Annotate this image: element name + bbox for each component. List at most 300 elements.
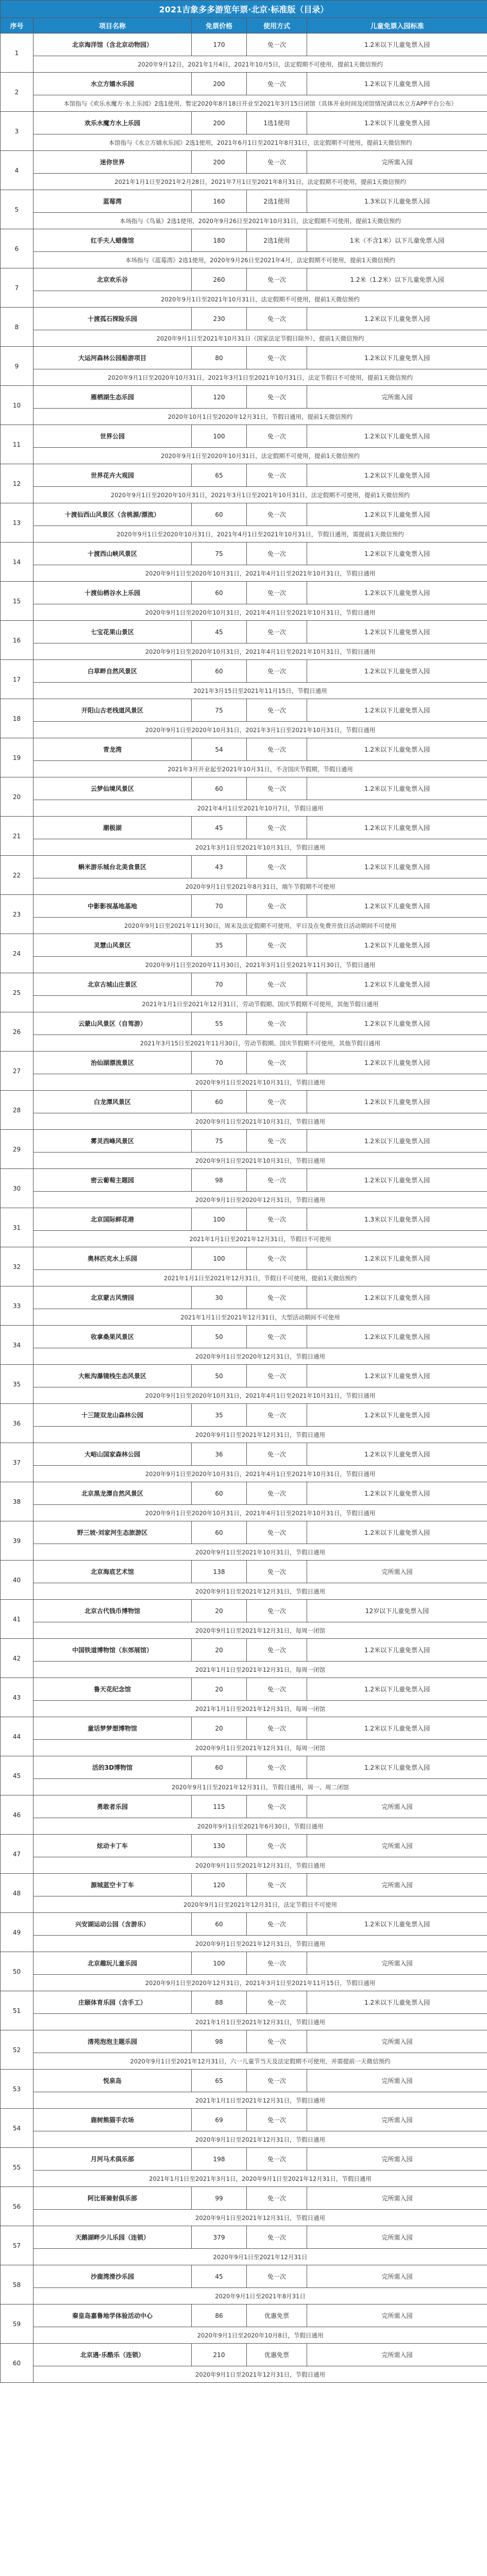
free-ticket-price: 75 (192, 699, 247, 722)
free-ticket-price: 20 (192, 1600, 247, 1622)
child-free-standard: 1.2米以下儿童免票入园 (307, 856, 487, 878)
table-row-note (1, 565, 487, 582)
usage-note: 2020年9月1日至2021年12月31日，节假日通用 (33, 1936, 487, 1952)
row-number: 14 (1, 543, 33, 582)
table-row (1, 1717, 487, 1740)
child-free-standard: 完所需入园 (307, 151, 487, 174)
free-ticket-price: 20 (192, 1717, 247, 1740)
usage-note: 2020年9月1日至2020年10月31日，2021年4月1日至2021年10月31日，节假日通用 (33, 604, 487, 621)
free-ticket-price: 50 (192, 1326, 247, 1348)
row-number: 10 (1, 386, 33, 425)
table-row-note (1, 1975, 487, 1991)
attraction-name: 收拿桑果风景区 (33, 1326, 192, 1348)
table-row-note (1, 369, 487, 386)
table-row-note (1, 487, 487, 503)
usage-method: 免一次 (247, 1012, 307, 1035)
usage-note: 2020年9月1日至2021年12月31日，节假日通用，周一、周二闭馆 (33, 1779, 487, 1795)
usage-method: 免一次 (247, 386, 307, 409)
usage-method: 免一次 (247, 1208, 307, 1231)
usage-note: 2020年9月1日至2020年12月31日，节假日通用 (33, 1348, 487, 1365)
row-number: 20 (1, 777, 33, 817)
table-row-note (1, 1309, 487, 1326)
usage-note: 2021年1月1日至2021年2月28日，2021年7月1日至2021年8月31日，法定假期不可使用，提前1天微信预约 (33, 174, 487, 190)
table-row (1, 425, 487, 448)
child-free-standard: 1.2米以下儿童免票入园 (307, 621, 487, 643)
row-number: 53 (1, 2070, 33, 2109)
usage-method: 免一次 (247, 2187, 307, 2210)
free-ticket-price: 100 (192, 1208, 247, 1231)
table-row (1, 660, 487, 683)
free-ticket-price: 98 (192, 2030, 247, 2053)
table-row-note (1, 409, 487, 425)
attraction-name: 灵慧山风景区 (33, 934, 192, 957)
usage-method: 免一次 (247, 268, 307, 291)
attraction-name: 七宝花果山景区 (33, 621, 192, 643)
child-free-standard: 1.2米以下儿童免票入园 (307, 73, 487, 95)
table-row-note (1, 526, 487, 543)
usage-note: 本场指与《蓝莓湾》2选1使用，2020年9月26日至2021年4月，法定假期不可使用，提前1天微信预约 (33, 252, 487, 268)
table-row (1, 1521, 487, 1544)
usage-method: 优惠免票 (247, 2344, 307, 2366)
table-row (1, 151, 487, 174)
child-free-standard: 完所需入园 (307, 1561, 487, 1583)
table-row (1, 1130, 487, 1153)
attraction-name: 炫动卡丁车 (33, 1835, 192, 1857)
row-number: 32 (1, 1247, 33, 1286)
header-row (1, 18, 487, 33)
free-ticket-price: 200 (192, 112, 247, 134)
child-free-standard: 1.2米以下儿童免票入园 (307, 308, 487, 330)
attraction-name: 兴安湖运动公园（含游乐） (33, 1913, 192, 1936)
row-number: 48 (1, 1874, 33, 1913)
usage-method: 免一次 (247, 2265, 307, 2288)
attraction-name: 雁栖湖生态乐园 (33, 386, 192, 409)
child-free-standard: 1米（不含1米）以下儿童免票入园 (307, 229, 487, 252)
attraction-name: 中国铁道博物馆（东郊展馆） (33, 1639, 192, 1662)
row-number: 54 (1, 2109, 33, 2148)
free-ticket-price: 100 (192, 1247, 247, 1270)
attraction-name: 欢乐水魔方水上乐园 (33, 112, 192, 134)
usage-method: 免一次 (247, 1600, 307, 1622)
row-number: 52 (1, 2030, 33, 2070)
usage-note: 2021年3月开业起至2021年10月31日，不含国庆节假期，节假日通用 (33, 761, 487, 777)
table-row-note (1, 1466, 487, 1482)
attraction-name: 悦泉岛 (33, 2070, 192, 2092)
table-row-note (1, 291, 487, 308)
row-number: 51 (1, 1991, 33, 2030)
usage-note: 2020年9月1日至2021年10月31日，法定假期不可使用，提前1天微信预约 (33, 291, 487, 308)
usage-note: 2020年9月1日至2020年10月31日，2021年3月1日至2021年10月31日，节假日通用 (33, 722, 487, 738)
attraction-name: 北京国际鲜花港 (33, 1208, 192, 1231)
usage-method: 1选1使用 (247, 112, 307, 134)
row-number: 23 (1, 895, 33, 934)
table-row-note (1, 1662, 487, 1678)
attraction-name: 奥林匹克水上乐园 (33, 1247, 192, 1270)
usage-method: 免一次 (247, 2109, 307, 2131)
table-row (1, 503, 487, 526)
table-row (1, 1247, 487, 1270)
table-row-note (1, 878, 487, 895)
table-row (1, 268, 487, 291)
free-ticket-price: 120 (192, 1874, 247, 1896)
header-no: 序号 (1, 18, 33, 33)
attraction-name: 北京海底艺术馆 (33, 1561, 192, 1583)
table-row-note (1, 2366, 487, 2383)
free-ticket-price: 65 (192, 464, 247, 487)
child-free-standard: 1.2米（1.2米）以下儿童免票入园 (307, 268, 487, 291)
table-row (1, 347, 487, 369)
table-row-note (1, 2249, 487, 2265)
row-number: 38 (1, 1482, 33, 1521)
attraction-name: 天鹅湖畔少儿乐园（连锁） (33, 2226, 192, 2249)
table-row (1, 2030, 487, 2053)
free-ticket-price: 20 (192, 1678, 247, 1701)
usage-note: 2020年9月12日，2021年1月4日，2021年10月5日，法定假期不可使用，提前1天微信预约 (33, 56, 487, 73)
attraction-name: 十渡仙西山风景区（含桃源/漂流） (33, 503, 192, 526)
table-row (1, 2226, 487, 2249)
usage-method: 免一次 (247, 1130, 307, 1153)
attraction-name: 密云葡萄主题园 (33, 1169, 192, 1192)
row-number: 39 (1, 1521, 33, 1561)
attraction-name: 蝌米游乐城台北美食景区 (33, 856, 192, 878)
usage-note: 2020年9月1日至2020年10月31日，2021年3月1日至2021年10月31日，法定假期不可使用，提前1天微信预约 (33, 487, 487, 503)
child-free-standard: 完所需入园 (307, 1835, 487, 1857)
usage-method: 免一次 (247, 777, 307, 800)
free-ticket-price: 70 (192, 895, 247, 918)
attraction-name: 云梦仙境风景区 (33, 777, 192, 800)
usage-note: 本馆指与《欢乐水魔方·水上乐园》2选1使用，暂定2020年8月18日开业至2021年3月15日闭馆（具体开业时间及闭馆情况请以水立方APP平台公布） (33, 95, 487, 112)
free-ticket-price: 45 (192, 2265, 247, 2288)
attraction-name: 红手夫人蜡像馆 (33, 229, 192, 252)
usage-note: 2020年9月1日至2021年12月31日，六一儿童节当天及法定假期不可使用，并需提前一天微信预约 (33, 2053, 487, 2070)
usage-note: 2020年9月1日至2021年6月30日，节假日通用 (33, 1818, 487, 1835)
child-free-standard: 完所需入园 (307, 2030, 487, 2053)
table-row (1, 934, 487, 957)
usage-note: 2020年9月1日至2020年10月31日，2021年4月1日至2021年10月31日，节假日通用 (33, 1505, 487, 1521)
free-ticket-price: 200 (192, 73, 247, 95)
usage-method: 免一次 (247, 2030, 307, 2053)
table-row-note (1, 1701, 487, 1717)
usage-note: 2021年1月1日至2021年12月31日，节假日通用 (33, 2092, 487, 2109)
free-ticket-price: 55 (192, 1012, 247, 1035)
usage-method: 免一次 (247, 1521, 307, 1544)
attraction-name: 十渡仙栖谷水上乐园 (33, 582, 192, 604)
attraction-name: 白龙潭风景区 (33, 1091, 192, 1113)
free-ticket-price: 75 (192, 1130, 247, 1153)
usage-note: 本场指与《鸟巢》2选1使用，2020年9月26日至2021年10月31日，法定假期不可使用，提前1天微信预约 (33, 213, 487, 229)
free-ticket-price: 50 (192, 1365, 247, 1387)
row-number: 22 (1, 856, 33, 895)
child-free-standard: 1.2米以下儿童免票入园 (307, 1404, 487, 1427)
child-free-standard: 1.2米以下儿童免票入园 (307, 1639, 487, 1662)
table-row (1, 1561, 487, 1583)
attraction-name: 北京欢乐谷 (33, 268, 192, 291)
table-row (1, 895, 487, 918)
table-row (1, 1795, 487, 1818)
table-row-note (1, 2131, 487, 2148)
table-row (1, 73, 487, 95)
usage-method: 免一次 (247, 856, 307, 878)
usage-note: 2020年9月1日至2021年10月31日，节假日通用 (33, 1153, 487, 1169)
child-free-standard: 12岁以下儿童免票入园 (307, 1600, 487, 1622)
title-row (1, 1, 487, 18)
usage-method: 免一次 (247, 973, 307, 996)
table-row-note (1, 213, 487, 229)
table-row-note (1, 1192, 487, 1208)
row-number: 15 (1, 582, 33, 621)
table-row-note (1, 2210, 487, 2226)
free-ticket-price: 35 (192, 934, 247, 957)
row-number: 55 (1, 2148, 33, 2187)
attraction-name: 活的3D博物馆 (33, 1756, 192, 1779)
table-row-note (1, 1153, 487, 1169)
table-row-note (1, 839, 487, 856)
row-number: 60 (1, 2344, 33, 2383)
header-usage: 使用方式 (247, 18, 307, 33)
child-free-standard: 1.2米以下儿童免票入园 (307, 347, 487, 369)
child-free-standard: 完所需入园 (307, 2109, 487, 2131)
usage-method: 免一次 (247, 1717, 307, 1740)
table-row (1, 621, 487, 643)
usage-method: 免一次 (247, 934, 307, 957)
row-number: 36 (1, 1404, 33, 1443)
usage-method: 免一次 (247, 503, 307, 526)
child-free-standard: 1.2米以下儿童免票入园 (307, 1913, 487, 1936)
usage-note: 2021年4月1日至2021年10月7日，节假日通用 (33, 800, 487, 817)
child-free-standard: 完所需入园 (307, 2148, 487, 2171)
usage-method: 免一次 (247, 1835, 307, 1857)
table-row (1, 1600, 487, 1622)
free-ticket-price: 75 (192, 543, 247, 565)
table-row (1, 856, 487, 878)
row-number: 4 (1, 151, 33, 190)
table-row-note (1, 1113, 487, 1130)
table-row-note (1, 95, 487, 112)
row-number: 31 (1, 1208, 33, 1247)
row-number: 7 (1, 268, 33, 308)
attraction-name: 野三坡·刘家河生态旅游区 (33, 1521, 192, 1544)
table-row (1, 2304, 487, 2327)
attraction-name: 月河马术俱乐部 (33, 2148, 192, 2171)
free-ticket-price: 60 (192, 1482, 247, 1505)
free-ticket-price: 120 (192, 386, 247, 409)
usage-method: 2选1使用 (247, 190, 307, 213)
usage-note: 2020年9月1日至2020年10月31日，2021年4月1日至2021年10月31日，节假日通用 (33, 565, 487, 582)
free-ticket-price: 130 (192, 1835, 247, 1857)
free-ticket-price: 99 (192, 2187, 247, 2210)
attraction-name: 十渡西山峡风景区 (33, 543, 192, 565)
free-ticket-price: 230 (192, 308, 247, 330)
attraction-name: 勇敢者乐园 (33, 1795, 192, 1818)
free-ticket-price: 20 (192, 1639, 247, 1662)
child-free-standard: 完所需入园 (307, 1952, 487, 1975)
free-ticket-price: 60 (192, 777, 247, 800)
table-row-note (1, 1857, 487, 1874)
table-row (1, 1208, 487, 1231)
header-child: 儿童免票入园标准 (307, 18, 487, 33)
free-ticket-price: 70 (192, 1052, 247, 1074)
usage-note: 2020年9月1日至2021年12月31日，节假日通用 (33, 2131, 487, 2148)
table-row-note (1, 683, 487, 699)
free-ticket-price: 198 (192, 2148, 247, 2171)
usage-method: 免一次 (247, 1091, 307, 1113)
usage-method: 免一次 (247, 1678, 307, 1701)
usage-note: 2021年1月1日至2021年12月31日，大型活动期间不可使用 (33, 1309, 487, 1326)
usage-method: 免一次 (247, 1365, 307, 1387)
table-row (1, 582, 487, 604)
usage-method: 免一次 (247, 347, 307, 369)
free-ticket-price: 98 (192, 1169, 247, 1192)
free-ticket-price: 379 (192, 2226, 247, 2249)
usage-note: 2020年9月1日至2021年12月31日，每周一闭馆 (33, 1622, 487, 1639)
table-row (1, 1639, 487, 1662)
usage-method: 免一次 (247, 151, 307, 174)
free-ticket-price: 180 (192, 229, 247, 252)
child-free-standard: 1.2米以下儿童免票入园 (307, 660, 487, 683)
child-free-standard: 1.2米以下儿童免票入园 (307, 699, 487, 722)
table-row (1, 2148, 487, 2171)
usage-note: 2021年3月15日至2021年11月15日，节假日通用 (33, 683, 487, 699)
child-free-standard: 完所需入园 (307, 386, 487, 409)
child-free-standard: 1.2米以下儿童免票入园 (307, 934, 487, 957)
attraction-name: 潮极湖 (33, 817, 192, 839)
row-number: 1 (1, 33, 33, 73)
usage-method: 免一次 (247, 738, 307, 761)
child-free-standard: 1.2米以下儿童免票入园 (307, 503, 487, 526)
free-ticket-price: 200 (192, 151, 247, 174)
table-row (1, 2187, 487, 2210)
child-free-standard: 1.2米以下儿童免票入园 (307, 1678, 487, 1701)
usage-method: 免一次 (247, 1952, 307, 1975)
table-row (1, 738, 487, 761)
table-row (1, 308, 487, 330)
attraction-name: 云蒙山风景区（自驾游） (33, 1012, 192, 1035)
child-free-standard: 1.2米以下儿童免票入园 (307, 112, 487, 134)
usage-note: 2020年9月1日至2020年10月31日，2021年4月1日至2021年10月31日，节假日通用 (33, 643, 487, 660)
usage-method: 免一次 (247, 1247, 307, 1270)
table-row-note (1, 1035, 487, 1052)
table-row-note (1, 761, 487, 777)
free-ticket-price: 100 (192, 1952, 247, 1975)
table-row (1, 1091, 487, 1113)
free-ticket-price: 60 (192, 660, 247, 683)
usage-method: 免一次 (247, 582, 307, 604)
row-number: 19 (1, 738, 33, 777)
row-number: 8 (1, 308, 33, 347)
usage-method: 免一次 (247, 543, 307, 565)
table-row (1, 464, 487, 487)
table-row-note (1, 643, 487, 660)
table-row-note (1, 1505, 487, 1521)
table-row (1, 33, 487, 56)
usage-method: 免一次 (247, 464, 307, 487)
attraction-name: 北京遇·乐酷乐（连锁） (33, 2344, 192, 2366)
attraction-name: 秦皇岛嘉鲁地学体验活动中心 (33, 2304, 192, 2327)
header-price: 免票价格 (192, 18, 247, 33)
usage-note: 2021年1月1日至2021年12月31日，节假日不可使用，提前1天微信预约 (33, 1270, 487, 1286)
usage-note: 2021年1月1日至2021年12月31日，每周一闭馆 (33, 1701, 487, 1717)
table-row-note (1, 134, 487, 151)
usage-method: 免一次 (247, 1286, 307, 1309)
row-number: 43 (1, 1678, 33, 1717)
table-row-note (1, 448, 487, 464)
usage-note: 本馆指与《水立方嬉水乐园》2选1使用，2021年6月1日至2021年8月31日，法定假期不可使用，提前1天微信预约 (33, 134, 487, 151)
usage-note: 2020年9月1日至2021年12月31日，节假日通用 (33, 2366, 487, 2383)
table-row (1, 2344, 487, 2366)
free-ticket-price: 45 (192, 817, 247, 839)
table-row (1, 1286, 487, 1309)
usage-note: 2021年1月1日至2021年12月31日，每周一闭馆 (33, 1662, 487, 1678)
table-row-note (1, 957, 487, 973)
free-ticket-price: 70 (192, 973, 247, 996)
usage-note: 2021年3月1日至2021年10月31日，节假日通用 (33, 839, 487, 856)
child-free-standard: 1.2米以下儿童免票入园 (307, 1286, 487, 1309)
child-free-standard: 完所需入园 (307, 2344, 487, 2366)
child-free-standard: 1.3米以下儿童免票入园 (307, 190, 487, 213)
table-row-note (1, 1740, 487, 1756)
row-number: 6 (1, 229, 33, 268)
child-free-standard: 完所需入园 (307, 2070, 487, 2092)
attraction-name: 北京黑龙潭自然风景区 (33, 1482, 192, 1505)
row-number: 24 (1, 934, 33, 973)
row-number: 30 (1, 1169, 33, 1208)
row-number: 47 (1, 1835, 33, 1874)
table-row-note (1, 1936, 487, 1952)
child-free-standard: 完所需入园 (307, 2187, 487, 2210)
table-row (1, 2265, 487, 2288)
usage-note: 2020年9月1日至2021年10月31日（国家法定节假日除外），提前1天微信预约 (33, 330, 487, 347)
usage-method: 免一次 (247, 1991, 307, 2014)
table-row-note (1, 56, 487, 73)
usage-note: 2020年9月1日至2021年12月31日 (33, 2249, 487, 2265)
row-number: 40 (1, 1561, 33, 1600)
free-ticket-price: 115 (192, 1795, 247, 1818)
table-row (1, 1913, 487, 1936)
free-ticket-price: 260 (192, 268, 247, 291)
attraction-name: 治仙湖漂流景区 (33, 1052, 192, 1074)
row-number: 37 (1, 1443, 33, 1482)
child-free-standard: 1.2米以下儿童免票入园 (307, 1443, 487, 1466)
usage-method: 免一次 (247, 1052, 307, 1074)
usage-note: 2021年1月1日至2021年3月1日，2020年9月1日至2021年12月31日，节假日通用 (33, 2171, 487, 2187)
free-ticket-price: 88 (192, 1991, 247, 2014)
row-number: 28 (1, 1091, 33, 1130)
table-row-note (1, 800, 487, 817)
attraction-name: 白草畔自然风景区 (33, 660, 192, 683)
table-row-note (1, 918, 487, 934)
usage-method: 免一次 (247, 1561, 307, 1583)
attraction-name: 雾灵西峰风景区 (33, 1130, 192, 1153)
table-row (1, 1678, 487, 1701)
usage-note: 2020年9月1日至2020年12月31日，节假日通用 (33, 1192, 487, 1208)
attraction-name: 开阳山古老栈道风景区 (33, 699, 192, 722)
row-number: 21 (1, 817, 33, 856)
attraction-name: 北京古代钱币博物馆 (33, 1600, 192, 1622)
table-row (1, 973, 487, 996)
usage-note: 2020年9月1日至2020年10月31日，2021年4月1日至2021年10月31日，节假日通用，需提前1天微信预约 (33, 526, 487, 543)
row-number: 27 (1, 1052, 33, 1091)
table-row (1, 1169, 487, 1192)
child-free-standard: 1.2米以下儿童免票入园 (307, 1091, 487, 1113)
attraction-name: 清苑泡泡主题乐园 (33, 2030, 192, 2053)
usage-method: 免一次 (247, 1639, 307, 1662)
row-number: 2 (1, 73, 33, 112)
usage-method: 免一次 (247, 895, 307, 918)
child-free-standard: 1.2米以下儿童免票入园 (307, 1365, 487, 1387)
free-ticket-price: 30 (192, 1286, 247, 1309)
usage-note: 2020年9月1日至2020年10月31日，法定假期不可使用，提前1天微信预约 (33, 448, 487, 464)
free-ticket-price: 160 (192, 190, 247, 213)
